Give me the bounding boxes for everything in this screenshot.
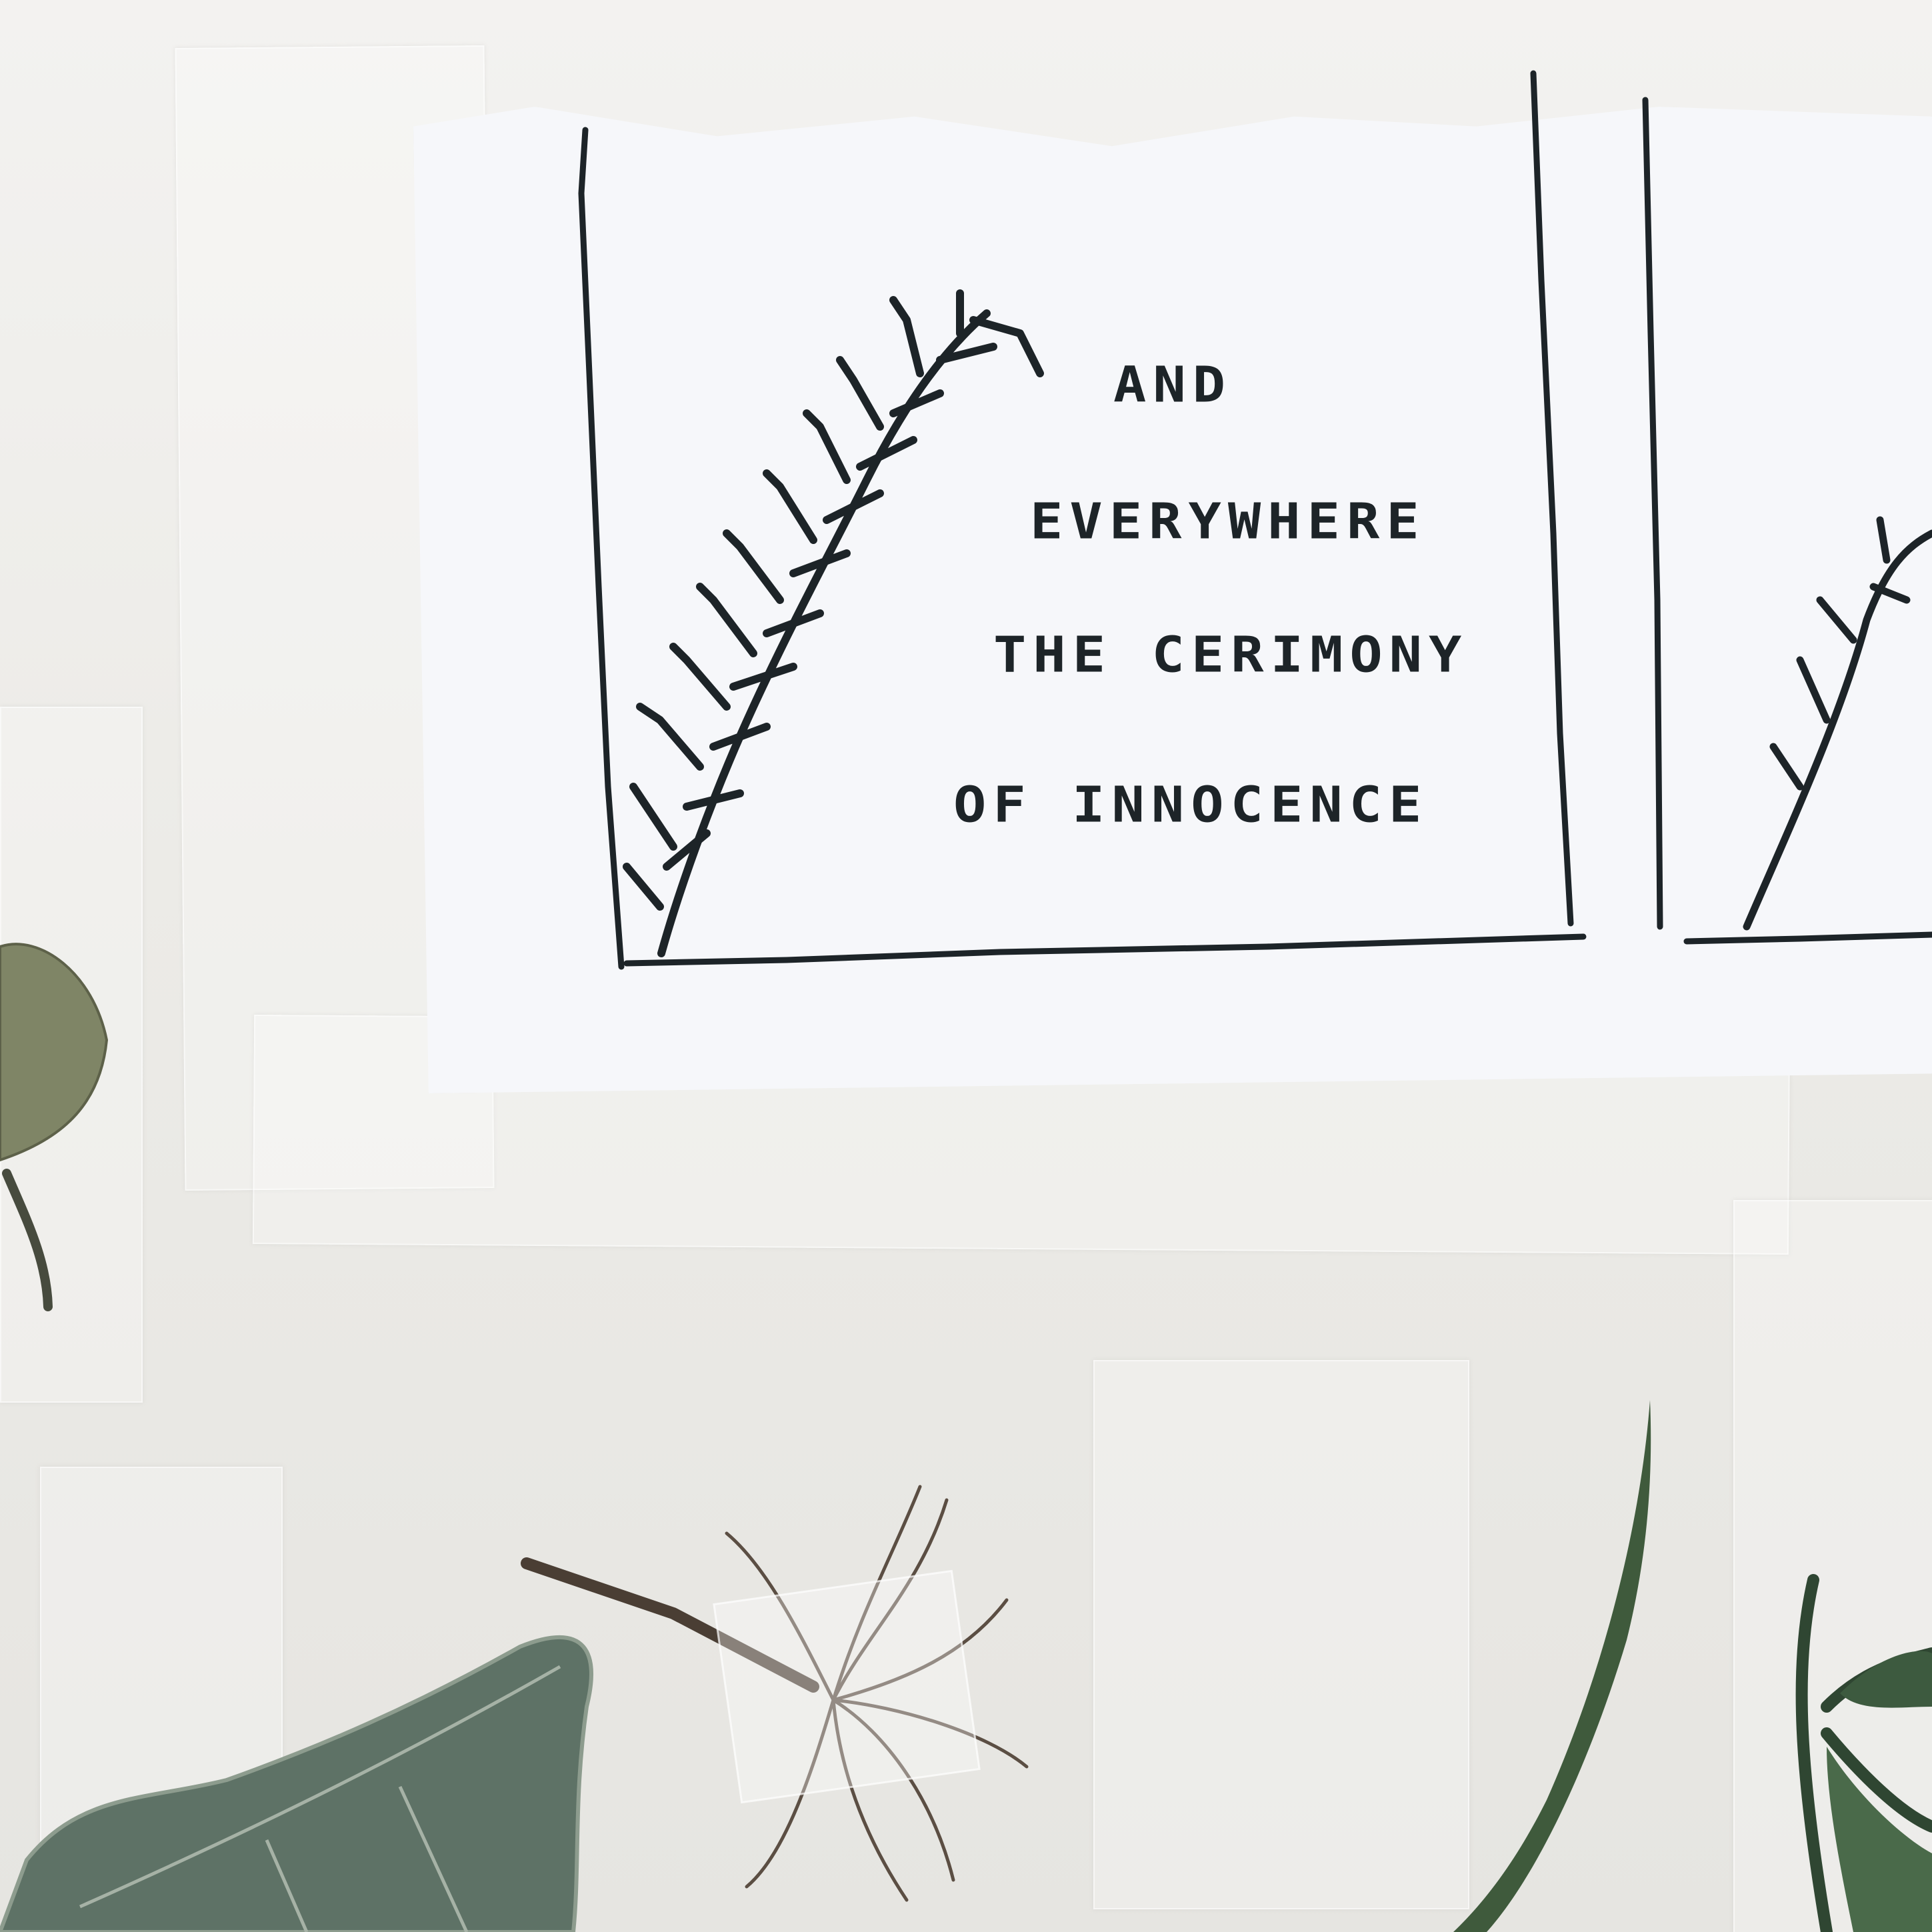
verse-line-everywhere: EVERYWHERE [1030,493,1426,551]
comic-panel-frame [1645,100,1932,941]
grass-blade [1453,1400,1651,1932]
verse-line-of-innocence: OF INNOCENCE [953,776,1429,834]
leaf [1827,1747,1932,1932]
fern-drawing [627,293,1040,953]
pressed-stem [7,1173,48,1307]
fern-drawing [1747,520,1932,927]
pressed-leaf [0,944,107,1160]
verse-line-and: AND [1113,356,1233,414]
tape-piece [714,1571,979,1802]
verse-line-the-cerimony: THE CERIMONY [993,626,1469,684]
ivy-leaf [0,1637,591,1932]
